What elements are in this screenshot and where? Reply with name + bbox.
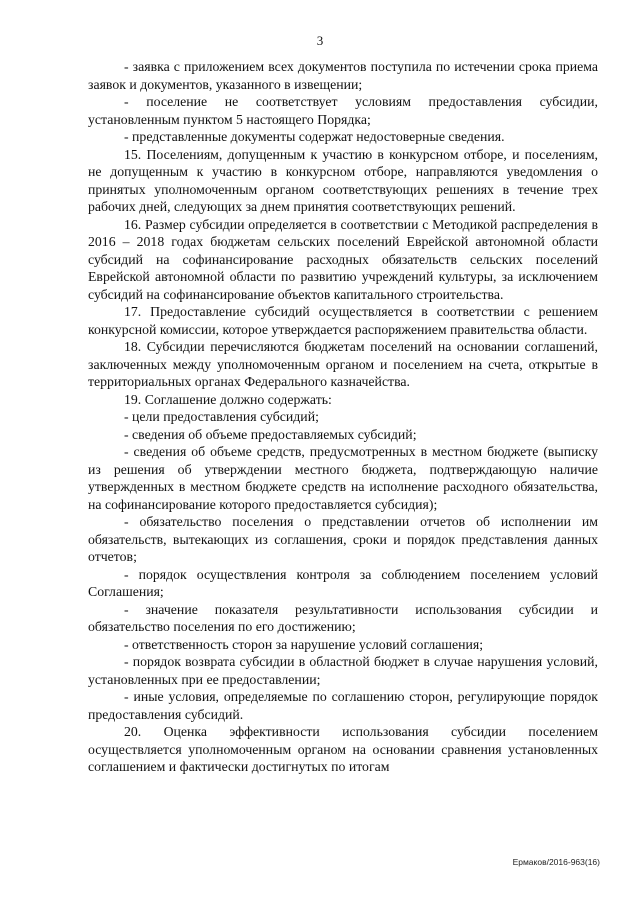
paragraph: - обязательство поселения о представлении отчетов об исполнении им обязательств, вытекающих из соглашения, сроки и порядок представления данных отчетов; xyxy=(88,514,598,564)
paragraph: - значение показателя результативности использования субсидии и обязательство поселения по его достижению; xyxy=(88,601,598,634)
paragraph: - представленные документы содержат недостоверные сведения. xyxy=(124,129,505,144)
paragraph: - порядок возврата субсидии в областной бюджет в случае нарушения условий, установленных при ее предоставлении; xyxy=(88,654,598,687)
paragraph: - цели предоставления субсидий; xyxy=(124,409,319,424)
paragraph: - заявка с приложением всех документов поступила по истечении срока приема заявок и документов, указанного в извещении; xyxy=(88,59,598,92)
paragraph: - сведения об объеме средств, предусмотренных в местном бюджете (выписку из решения об утверждении местного бюджета, подтверждающую наличие утвержденных в местном бюджете средств на исполнение расходного обязательства, на софинансирование которого предоставляется субсидия); xyxy=(88,444,598,512)
paragraph: - сведения об объеме предоставляемых субсидий; xyxy=(124,426,417,442)
document-body xyxy=(88,58,598,776)
paragraph: 15. Поселениям, допущенным к участию в конкурсном отборе, и поселениям, не допущенным к участию в конкурсном отборе, направляются уведомления о принятых уполномоченным органом соответствующих решениях в течение трех рабочих дней, следующих за днем принятия соответствующих решений. xyxy=(88,146,598,214)
paragraph: - ответственность сторон за нарушение условий соглашения; xyxy=(124,636,484,652)
paragraph: 20. Оценка эффективности использования субсидии поселением осуществляется уполномоченным органом на основании сравнения установленных соглашением и фактически достигнутых по итогам xyxy=(88,724,598,774)
paragraph: 16. Размер субсидии определяется в соответствии с Методикой распределения в 2016 – 2018 годах бюджетам сельских поселений Еврейской автономной области субсидий на софинансирование расходных обязательств сельских поселений Еврейской автономной области по развитию учреждений культуры, за исключением субсидий на софинансирование объектов капитального строительства. xyxy=(88,216,598,302)
paragraph: 19. Соглашение должно содержать: xyxy=(124,391,332,407)
paragraph: - поселение не соответствует условиям предоставления субсидии, установленным пунктом 5 настоящего Порядка; xyxy=(88,94,598,127)
paragraph: - порядок осуществления контроля за соблюдением поселением условий Соглашения; xyxy=(88,566,598,599)
document-footer-code: Ермаков/2016-963(16) xyxy=(512,857,600,867)
paragraph: - иные условия, определяемые по соглашению сторон, регулирующие порядок предоставления субсидий. xyxy=(88,689,598,722)
page-number: 3 xyxy=(316,33,324,48)
paragraph: 17. Предоставление субсидий осуществляется в соответствии с решением конкурсной комиссии, которое утверждается распоряжением правительства области. xyxy=(88,304,598,337)
paragraph: 18. Субсидии перечисляются бюджетам поселений на основании соглашений, заключенных между уполномоченным органом и поселением на счета, открытые в территориальных органах Федерального казначейства. xyxy=(88,339,598,389)
